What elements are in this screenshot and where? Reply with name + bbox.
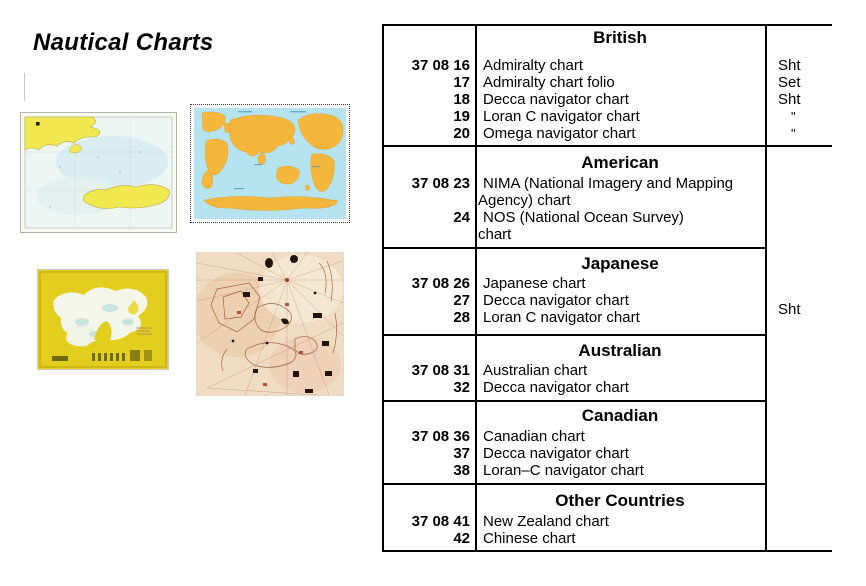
table-border-vertical	[765, 24, 767, 551]
table-row	[382, 292, 765, 309]
table-row	[382, 462, 765, 479]
item-code: 37	[453, 445, 470, 462]
item-description	[483, 462, 644, 479]
table-row	[382, 275, 765, 292]
table-row	[382, 57, 765, 74]
item-description	[483, 362, 587, 379]
section-header: Japanese	[581, 254, 659, 273]
item-description	[478, 209, 684, 243]
section-rows	[382, 513, 765, 547]
item-description	[483, 530, 576, 547]
item-description	[483, 91, 629, 108]
item-code: 32	[453, 379, 470, 396]
unit-label: "	[791, 109, 796, 124]
photo-admiralty-chart	[20, 112, 177, 233]
table-row	[382, 445, 765, 462]
table-border-horizontal	[382, 247, 765, 249]
table-row	[382, 91, 765, 108]
table-row	[382, 175, 765, 209]
item-description	[483, 445, 629, 462]
photo-antique-portolan-chart	[196, 252, 344, 396]
item-code: 37 08 16	[411, 57, 470, 74]
item-description	[483, 428, 585, 445]
item-description	[483, 379, 629, 396]
section-rows	[382, 362, 765, 396]
unit-label-spanning: Sht	[778, 301, 801, 318]
photo-world-chart	[190, 104, 350, 223]
item-code: 42	[453, 530, 470, 547]
item-description-line: New Zealand chart	[483, 513, 609, 530]
section-rows	[382, 175, 765, 243]
unit-label: Sht	[778, 57, 801, 74]
item-description-line: Canadian chart	[483, 428, 585, 445]
item-description	[478, 175, 734, 209]
item-description	[483, 57, 583, 74]
section-rows	[382, 428, 765, 479]
admiralty-chart-image	[20, 112, 177, 233]
item-description-line: NOS (National Ocean Survey)	[483, 209, 684, 226]
section-header: Australian	[578, 341, 662, 360]
table-row	[382, 379, 765, 396]
item-code: 20	[453, 125, 470, 142]
item-code: 37 08 41	[411, 513, 470, 530]
unit-label: Sht	[778, 91, 801, 108]
item-description-line: NIMA (National Imagery and Mapping	[483, 175, 734, 192]
item-description	[483, 309, 640, 326]
world-chart-image	[194, 108, 346, 219]
item-description	[483, 108, 640, 125]
item-description-line: Agency) chart	[478, 192, 571, 209]
item-description-line: Decca navigator chart	[483, 91, 629, 108]
item-code: 27	[453, 292, 470, 309]
item-description	[483, 513, 609, 530]
item-description-line: Admiralty chart folio	[483, 74, 615, 91]
table-row	[382, 530, 765, 547]
table-row	[382, 125, 765, 142]
item-description-line: Australian chart	[483, 362, 588, 379]
table-border-horizontal	[382, 334, 765, 336]
page-title: Nautical Charts	[33, 29, 214, 56]
item-description-line: Decca navigator chart	[483, 379, 629, 396]
item-description-line: Decca navigator chart	[483, 292, 629, 309]
scan-artifact-mark	[24, 73, 25, 101]
item-code: 19	[453, 108, 470, 125]
table-row	[382, 209, 765, 243]
table-row	[382, 428, 765, 445]
item-description-line: Omega navigator chart	[483, 125, 636, 142]
item-description-line: Loran–C navigator chart	[483, 462, 644, 479]
table-row	[382, 74, 765, 91]
item-description-line: Chinese chart	[483, 530, 576, 547]
item-code: 18	[453, 91, 470, 108]
item-code: 37 08 31	[411, 362, 470, 379]
item-description-line: chart	[478, 226, 512, 243]
section-header: British	[593, 28, 647, 47]
item-description	[483, 74, 615, 91]
catalog-table	[382, 24, 834, 552]
section-header: American	[581, 153, 659, 172]
item-description	[483, 125, 636, 142]
coastal-chart-image	[38, 270, 168, 369]
portolan-chart-image	[197, 253, 343, 395]
item-code: 17	[453, 74, 470, 91]
item-description-line: Japanese chart	[483, 275, 586, 292]
section-rows	[382, 275, 765, 326]
section-header: Other Countries	[555, 491, 685, 510]
unit-label: "	[791, 126, 796, 141]
table-row	[382, 108, 765, 125]
item-description-line: Loran C navigator chart	[483, 309, 640, 326]
item-description	[483, 275, 586, 292]
table-row	[382, 362, 765, 379]
item-description-line: Decca navigator chart	[483, 445, 629, 462]
table-row	[382, 513, 765, 530]
unit-column	[778, 57, 801, 142]
item-code: 37 08 26	[411, 275, 470, 292]
item-description-line: Loran C navigator chart	[483, 108, 640, 125]
item-code: 24	[453, 209, 470, 226]
item-description-line: Admiralty chart	[483, 57, 584, 74]
section-header: Canadian	[581, 406, 659, 425]
unit-label: Set	[778, 74, 801, 91]
item-code: 38	[453, 462, 470, 479]
table-border-horizontal	[382, 483, 765, 485]
item-code: 28	[453, 309, 470, 326]
photo-coastal-chart	[37, 269, 169, 370]
item-code: 37 08 36	[411, 428, 470, 445]
item-description	[483, 292, 629, 309]
table-row	[382, 309, 765, 326]
section-rows	[382, 57, 765, 142]
item-code: 37 08 23	[411, 175, 470, 192]
table-border-horizontal	[382, 400, 765, 402]
